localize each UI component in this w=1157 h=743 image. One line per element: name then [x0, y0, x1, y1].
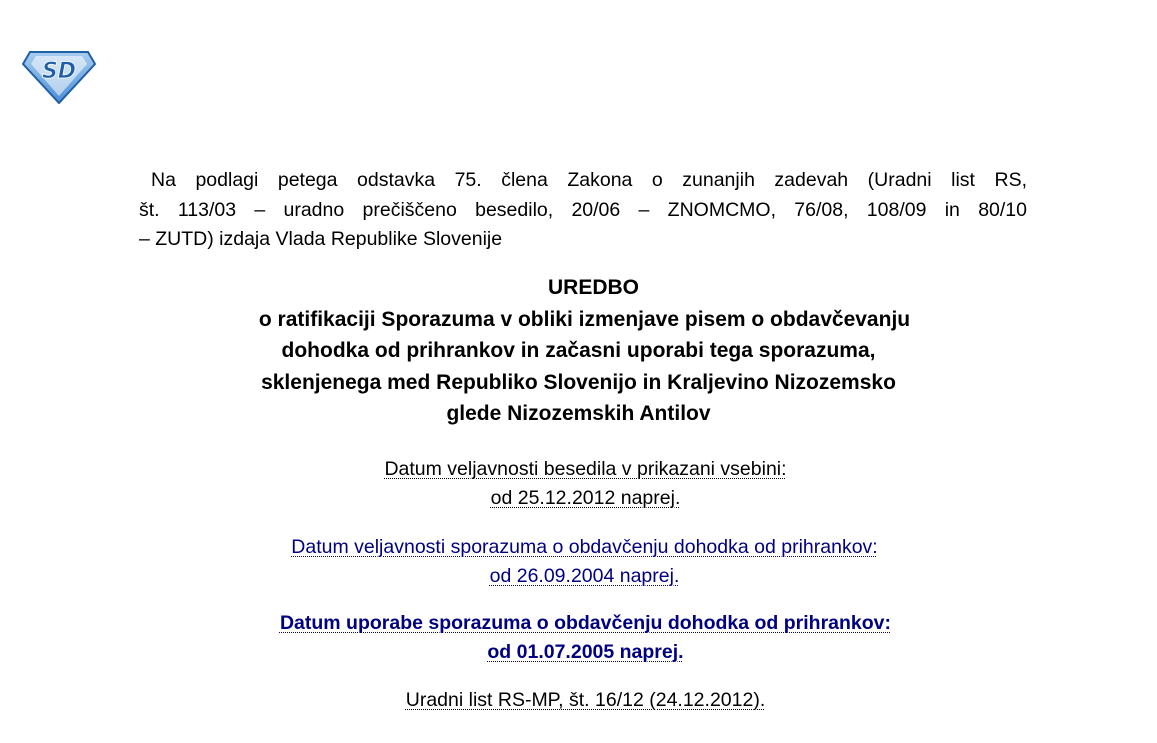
document-title	[0, 272, 1157, 430]
agreement-application-value[interactable]: od 01.07.2005 naprej.	[487, 641, 684, 663]
text-validity-value[interactable]: od 25.12.2012 naprej.	[490, 487, 681, 509]
text-validity-label[interactable]: Datum veljavnosti besedila v prikazani vsebini:	[384, 458, 787, 480]
logo	[22, 50, 96, 104]
agreement-validity-label[interactable]: Datum veljavnosti sporazuma o obdavčenju dohodka od prihrankov:	[291, 536, 878, 558]
intro-paragraph	[139, 166, 1027, 255]
intro-line: – ZUTD) izdaja Vlada Republike Slovenije	[139, 228, 503, 250]
gazette-reference	[0, 686, 1157, 715]
title-line: o ratifikaciji Sporazuma v obliki izmenjave pisem o obdavčevanju	[258, 307, 911, 331]
sd-logo-icon	[22, 50, 96, 104]
agreement-validity-block	[0, 533, 1157, 591]
title-line: UREDBO	[547, 276, 639, 299]
title-line: sklenjenega med Republiko Slovenijo in Kraljevino Nizozemsko	[261, 370, 896, 394]
text-validity-block	[0, 455, 1157, 513]
gazette-link[interactable]: Uradni list RS-MP, št. 16/12 (24.12.2012).	[405, 689, 766, 711]
agreement-application-label[interactable]: Datum uporabe sporazuma o obdavčenju dohodka od prihrankov:	[279, 612, 892, 634]
title-line: glede Nizozemskih Antilov	[446, 402, 711, 425]
logo-lettering: SD	[41, 59, 77, 84]
agreement-validity-value[interactable]: od 26.09.2004 naprej.	[489, 565, 680, 587]
intro-line: št. 113/03 – uradno prečiščeno besedilo, 20/06 – ZNOMCMO, 76/08, 108/09 in 80/10	[139, 198, 1027, 221]
title-line: dohodka od prihrankov in začasni uporabi tega sporazuma,	[281, 339, 876, 362]
agreement-application-block	[0, 609, 1157, 667]
intro-line: Na podlagi petega odstavka 75. člena Zakona o zunanjih zadevah (Uradni list RS,	[151, 169, 1027, 191]
